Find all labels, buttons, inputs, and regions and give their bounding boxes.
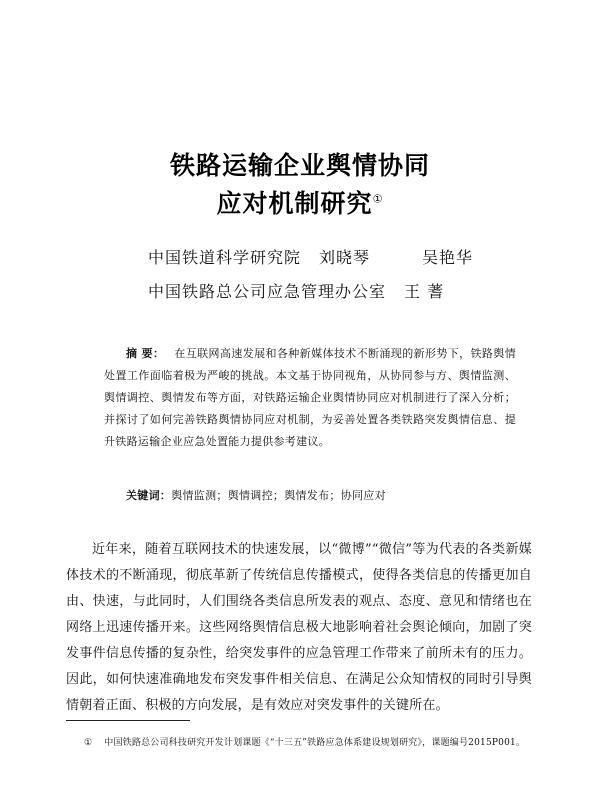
keywords [126,487,386,503]
author-name-2: 吴艳华 [422,248,474,267]
footnote [66,735,546,751]
title-text-1: 铁路运输企业舆情协同 [169,151,430,180]
footnote-text: 中国铁路总公司科技研究开发计划课题《“十三五”铁路应急体系建设规划研究》，课题编号2015P001。 [104,738,526,748]
affiliation-2: 中国铁路总公司应急管理办公室 [148,282,387,301]
paper-title-line-1 [0,146,600,182]
author-name-3: 王 蓍 [404,282,445,301]
title-text-2: 应对机制研究 [216,189,373,218]
author-line-2 [148,279,444,302]
author-name-1: 刘晓琴 [319,248,371,267]
affiliation-1: 中国铁道科学研究院 [148,248,302,267]
footnote-mark: ① [84,738,93,748]
abstract [104,343,516,453]
paper-title-line-2 [0,184,600,220]
keywords-text: 舆情监测；舆情调控；舆情发布；协同应对 [171,489,386,502]
abstract-label: 摘 要： [126,347,165,360]
body-paragraph: 近年来，随着互联网技术的快速发展，以“微博”“微信”等为代表的各类新媒体技术的不断涌现，彻底革新了传统信息传播模式，使得各类信息的传播更加自由、快速，与此同时，人们围绕各类信息所发表的观点、态度、意见和情绪也在网络上迅速传播开来。这些网络舆情信息极大地影响着社会舆论倾向，加剧了突发事件信息传播的复杂性，给突发事件的应急管理工作带来了前所未有的压力。因此，如何快速准确地发布突发事件相关信息、在满足公众知情权的同时引导舆情朝着正面、积极的方向发展，是有效应对突发事件的关键所在。 [66,542,532,713]
abstract-text: 在互联网高速发展和各种新媒体技术不断涌现的新形势下，铁路舆情处置工作面临着极为严峻的挑战。本文基于协同视角，从协同参与方、舆情监测、舆情调控、舆情发布等方面，对铁路运输企业舆情协同应对机制进行了深入分析；并探讨了如何完善铁路舆情协同应对机制，为妥善处置各类铁路突发舆情信息、提升铁路运输企业应急处置能力提供参考建议。 [104,347,516,448]
keywords-label: 关键词： [126,489,172,502]
title-footnote-marker: ① [372,192,384,206]
author-line-1 [148,245,473,268]
footnote-divider [66,720,190,721]
